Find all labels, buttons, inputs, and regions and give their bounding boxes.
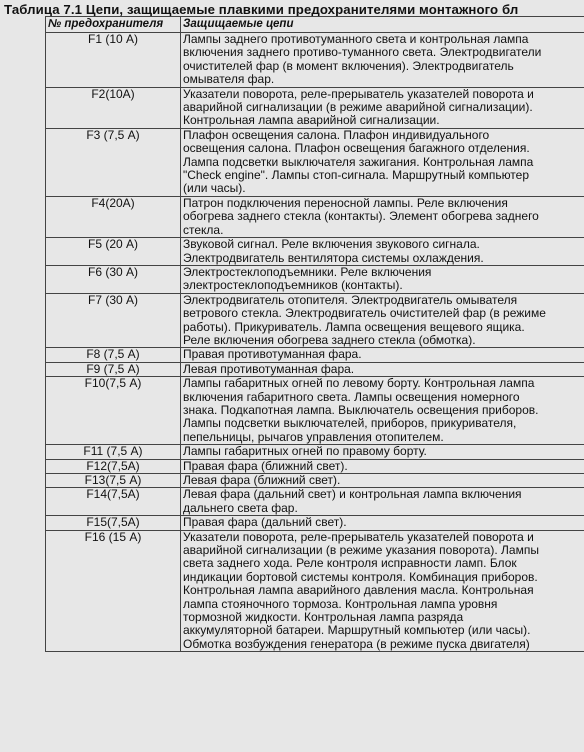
fuse-id-cell: F4(20А)	[46, 196, 181, 237]
circuit-text-line: Левая фара (дальний свет) и контрольная лампа включения	[183, 487, 522, 502]
fuse-id-cell: F8 (7,5 А)	[46, 348, 181, 362]
circuit-text-line: Электродвигатель отопителя. Электродвигатель омывателя	[183, 293, 518, 307]
protected-circuits-cell	[181, 530, 584, 652]
circuit-text-line: Правая фара (ближний свет).	[183, 459, 348, 473]
protected-circuits-cell	[181, 459, 584, 473]
table-row	[46, 265, 584, 293]
circuit-text-line: стекла.	[183, 222, 224, 237]
protected-circuits-cell	[181, 348, 584, 362]
fuse-id-cell: F7 (30 А)	[46, 293, 181, 348]
protected-circuits-cell	[181, 293, 584, 348]
table-row	[46, 293, 584, 348]
table-row	[46, 474, 584, 488]
fuse-id-cell: F9 (7,5 А)	[46, 362, 181, 376]
table-row	[46, 238, 584, 266]
circuit-text-line: (или часы).	[183, 181, 246, 196]
fuse-id-cell: F5 (20 А)	[46, 238, 181, 266]
circuit-text-line: индикации бортовой системы контроля. Комбинация приборов.	[183, 569, 538, 584]
circuit-text-line: дальнего света фар.	[183, 500, 298, 515]
circuit-text-line: аккумуляторной батареи. Маршрутный компьютер (или часы).	[183, 623, 531, 638]
fuse-id-cell: F10(7,5 А)	[46, 377, 181, 445]
circuit-text-line: работы). Прикуриватель. Лампа освещения вещевого ящика.	[183, 319, 525, 334]
circuit-text-line: "Check engine". Лампы стоп-сигнала. Маршрутный компьютер	[183, 168, 530, 183]
table-row	[46, 377, 584, 445]
circuit-text-line: Правая фара (дальний свет).	[183, 515, 347, 530]
circuit-text-line: света заднего хода. Реле контроля исправности ламп. Блок	[183, 556, 517, 571]
table-row	[46, 128, 584, 196]
fuse-id-cell: F13(7,5 А)	[46, 474, 181, 488]
table-title: Таблица 7.1 Цепи, защищаемые плавкими предохранителями монтажного бл	[4, 2, 519, 17]
circuit-text-line: Контрольная лампа аварийной сигнализации.	[183, 113, 440, 128]
table-header-row	[46, 17, 584, 33]
circuit-text-line: аварийной сигнализации (в режиме аварийной сигнализации).	[183, 100, 533, 115]
protected-circuits-cell	[181, 265, 584, 293]
circuit-text-line: ветрового стекла. Электродвигатель очистителей фар (в режиме	[183, 306, 546, 321]
protected-circuits-cell	[181, 33, 584, 88]
circuit-text-line: включения габаритного света. Лампы освещения номерного	[183, 389, 520, 404]
protected-circuits-cell	[181, 87, 584, 128]
fuse-id-cell: F6 (30 А)	[46, 265, 181, 293]
table-row	[46, 459, 584, 473]
table-row	[46, 196, 584, 237]
table-row	[46, 87, 584, 128]
circuit-text-line: электростеклоподъемников (контакты).	[183, 278, 403, 293]
circuit-text-line: очистителей фар (в момент включения). Электродвигатель	[183, 58, 514, 73]
circuit-text-line: включения заднего противо-туманного света. Электродвигатели	[183, 45, 542, 60]
fuse-id-cell: F14(7,5А)	[46, 488, 181, 516]
circuit-text-line: Обмотка возбуждения генератора (в режиме пуска двигателя)	[183, 636, 530, 651]
table-body	[46, 33, 584, 652]
circuit-text-line: Лампы габаритных огней по правому борту.	[183, 444, 427, 459]
table-row	[46, 445, 584, 459]
fuse-id-cell: F2(10А)	[46, 87, 181, 128]
protected-circuits-cell	[181, 238, 584, 266]
circuit-text-line: Электростеклоподъемники. Реле включения	[183, 265, 432, 279]
protected-circuits-cell	[181, 362, 584, 376]
circuit-text-line: Реле включения обогрева заднего стекла (обмотка).	[183, 332, 476, 347]
fuse-id-cell: F16 (15 А)	[46, 530, 181, 652]
fuse-id-cell: F12(7,5А)	[46, 459, 181, 473]
fuse-id-cell: F15(7,5А)	[46, 516, 181, 530]
table-row	[46, 530, 584, 652]
circuit-text-line: пепельницы, рычагов управления отопителем.	[183, 429, 444, 444]
fuse-table	[45, 16, 584, 652]
protected-circuits-cell	[181, 377, 584, 445]
protected-circuits-cell	[181, 445, 584, 459]
circuit-text-line: Плафон освещения салона. Плафон индивидуального	[183, 128, 490, 142]
circuit-text-line: Лампы габаритных огней по левому борту. Контрольная лампа	[183, 376, 535, 391]
fuse-id-cell: F1 (10 А)	[46, 33, 181, 88]
protected-circuits-cell	[181, 488, 584, 516]
circuit-text-line: Правая противотуманная фара.	[183, 347, 362, 362]
fuse-id-cell: F11 (7,5 А)	[46, 445, 181, 459]
table-row	[46, 488, 584, 516]
table-row	[46, 516, 584, 530]
protected-circuits-cell	[181, 196, 584, 237]
protected-circuits-cell	[181, 128, 584, 196]
protected-circuits-cell	[181, 474, 584, 488]
circuit-text-line: Лампа подсветки выключателя зажигания. Контрольная лампа	[183, 154, 534, 169]
circuit-text-line: Левая фара (ближний свет).	[183, 473, 341, 487]
circuit-text-line: аварийной сигнализации (в режиме указания поворота). Лампы	[183, 543, 539, 558]
circuit-text-line: Указатели поворота, реле-прерыватель указателей поворота и	[183, 87, 534, 101]
protected-circuits-cell	[181, 516, 584, 530]
circuit-text-line: омывателя фар.	[183, 72, 275, 87]
circuit-text-line: освещения салона. Плафон освещения багажного отделения.	[183, 141, 530, 156]
circuit-text-line: Лампы подсветки выключателей, приборов, прикуривателя,	[183, 416, 517, 431]
circuit-text-line: Контрольная лампа аварийного давления масла. Контрольная	[183, 583, 534, 598]
column-header-circuits: Защищаемые цепи	[181, 17, 584, 33]
circuit-text-line: тормозной жидкости. Контрольная лампа разряда	[183, 610, 464, 625]
circuit-text-line: Электродвигатель вентилятора системы охлаждения.	[183, 250, 484, 265]
circuit-text-line: обогрева заднего стекла (контакты). Элемент обогрева заднего	[183, 209, 539, 224]
circuit-text-line: знака. Подкапотная лампа. Выключатель освещения приборов.	[183, 402, 539, 417]
circuit-text-line: лампа стояночного тормоза. Контрольная лампа уровня	[183, 596, 498, 611]
column-header-fuse: № предохранителя	[46, 17, 181, 33]
circuit-text-line: Патрон подключения переносной лампы. Реле включения	[183, 196, 508, 210]
circuit-text-line: Лампы заднего противотуманного света и контрольная лампа	[183, 32, 529, 46]
table-row	[46, 33, 584, 88]
fuse-id-cell: F3 (7,5 А)	[46, 128, 181, 196]
table-row	[46, 348, 584, 362]
circuit-text-line: Указатели поворота, реле-прерыватель указателей поворота и	[183, 530, 534, 544]
circuit-text-line: Левая противотуманная фара.	[183, 362, 355, 376]
circuit-text-line: Звуковой сигнал. Реле включения звукового сигнала.	[183, 237, 480, 252]
table-row	[46, 362, 584, 376]
